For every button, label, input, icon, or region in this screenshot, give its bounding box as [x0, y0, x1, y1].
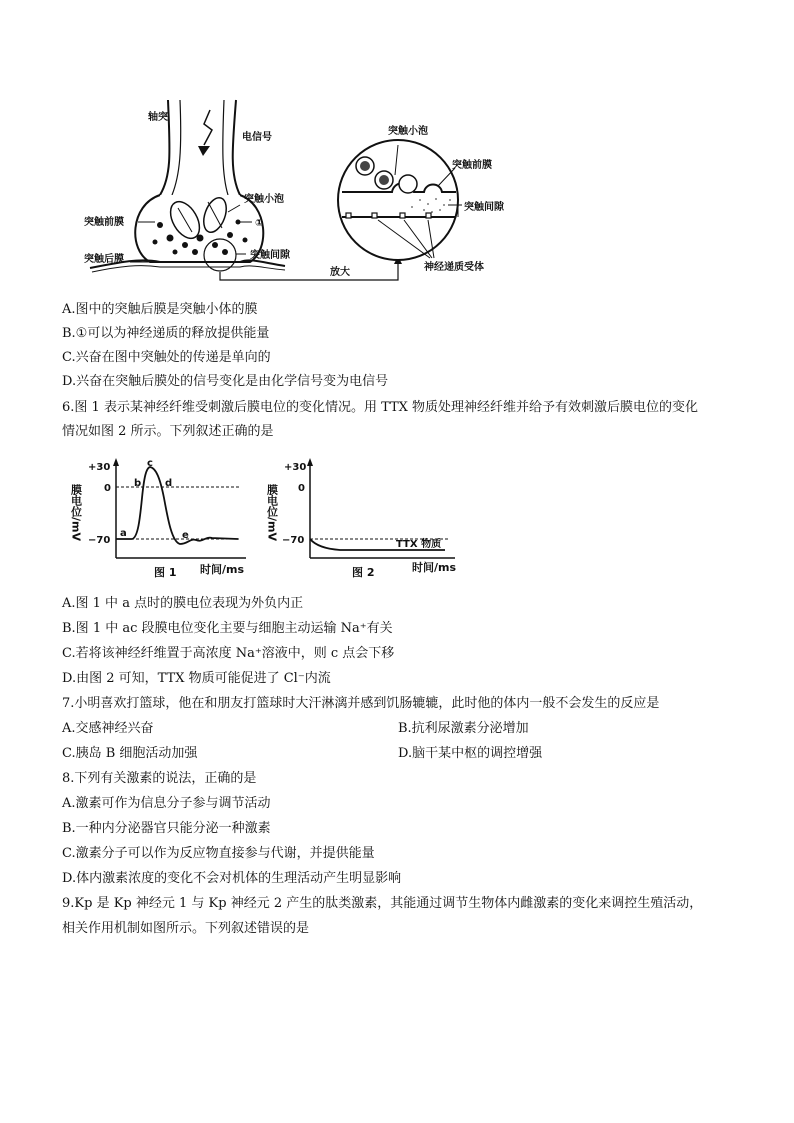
label-magnify: 放大: [330, 267, 350, 278]
fig1-point-b: b: [134, 478, 142, 489]
q5-option-a: A.图中的突触后膜是突触小体的膜: [62, 302, 258, 317]
q6-option-b: B.图 1 中 ac 段膜电位变化主要与细胞主动运输 Na⁺有关: [62, 621, 393, 636]
q8-option-c: C.激素分子可以作为反应物直接参与代谢，并提供能量: [62, 846, 375, 861]
label-marker-1: ①: [255, 218, 264, 229]
q9-stem-line1: 9.Kp 是 Kp 神经元 1 与 Kp 神经元 2 产生的肽类激素，其能通过调节生物体内雌激素的变化来调控生殖活动，: [62, 896, 703, 911]
label-pre-membrane-left: 突触前膜: [84, 217, 124, 228]
fig1-point-e: e: [182, 530, 189, 541]
q6-option-a: A.图 1 中 a 点时的膜电位表现为外负内正: [62, 596, 304, 611]
label-cleft-left: 突触间隙: [250, 250, 290, 261]
electric-signal-arrow-icon: [204, 110, 212, 145]
q6-option-d: D.由图 2 可知，TTX 物质可能促进了 Cl⁻内流: [62, 671, 331, 686]
q7-option-b: B.抗利尿激素分泌增加: [398, 721, 529, 736]
fig1-point-a: a: [120, 528, 127, 539]
q7-stem: 7.小明喜欢打篮球，他在和朋友打篮球时大汗淋漓并感到饥肠辘辘，此时他的体内一般不会发生的反应是: [62, 696, 660, 711]
chart-fig2: [265, 458, 460, 588]
label-electric-signal: 电信号: [242, 132, 272, 143]
q5-option-b: B.①可以为神经递质的释放提供能量: [62, 326, 270, 341]
label-receptor: 神经递质受体: [424, 262, 484, 273]
fig2-xlabel: 时间/ms: [412, 561, 457, 574]
fig1-ylabel: 膜电位/mV: [69, 484, 83, 541]
q5-option-d: D.兴奋在突触后膜处的信号变化是由化学信号变为电信号: [62, 374, 389, 389]
fig2-title: 图 2: [352, 566, 375, 579]
arrow-head-icon: [198, 146, 210, 156]
fig1-ytick-30: +30: [88, 462, 111, 473]
fig2-ytick-30: +30: [284, 462, 307, 473]
q5-option-c: C.兴奋在图中突触处的传递是单向的: [62, 350, 271, 365]
label-pre-membrane-right: 突触前膜: [452, 160, 492, 171]
q8-option-d: D.体内激素浓度的变化不会对机体的生理活动产生明显影响: [62, 871, 402, 886]
fig1-y-arrow-icon: [113, 458, 119, 466]
fig1-ytick-neg70: −70: [88, 535, 111, 546]
fig2-ytick-neg70: −70: [282, 535, 305, 546]
q7-option-a: A.交感神经兴奋: [62, 721, 154, 736]
fig1-title: 图 1: [154, 566, 177, 579]
q6-stem-line2: 情况如图 2 所示。下列叙述正确的是: [62, 424, 274, 439]
magnified-view-circle: [338, 140, 458, 260]
q6-option-c: C.若将该神经纤维置于高浓度 Na⁺溶液中，则 c 点会下移: [62, 646, 395, 661]
q7-option-c: C.胰岛 B 细胞活动加强: [62, 746, 198, 761]
label-axon: 轴突: [148, 112, 168, 123]
chart-fig1: [70, 458, 250, 588]
fig2-y-arrow-icon: [307, 458, 313, 466]
q8-stem: 8.下列有关激素的说法，正确的是: [62, 771, 257, 786]
synapse-figure: [0, 0, 794, 290]
vesicle-magnified: [399, 175, 417, 193]
q8-option-a: A.激素可作为信息分子参与调节活动: [62, 796, 271, 811]
q8-option-b: B.一种内分泌器官只能分泌一种激素: [62, 821, 271, 836]
fig2-ylabel: 膜电位/mV: [265, 484, 279, 541]
q9-stem-line2: 相关作用机制如图所示。下列叙述错误的是: [62, 921, 310, 936]
label-cleft-right: 突触间隙: [464, 202, 504, 213]
label-post-membrane: 突触后膜: [84, 254, 124, 265]
fig2-ytick-0: 0: [298, 483, 305, 494]
fig1-ytick-0: 0: [104, 483, 111, 494]
fig1-point-d: d: [165, 478, 173, 489]
fig1-xlabel: 时间/ms: [200, 563, 245, 576]
q7-option-d: D.脑干某中枢的调控增强: [398, 746, 543, 761]
fig2-series-label: TTX 物质: [396, 539, 442, 550]
fig1-point-c: c: [147, 458, 153, 469]
q6-stem-line1: 6.图 1 表示某神经纤维受刺激后膜电位的变化情况。用 TTX 物质处理神经纤维并给予有效刺激后膜电位的变化: [62, 400, 699, 415]
label-vesicle-right: 突触小泡: [388, 126, 428, 137]
magnify-arrow: [220, 262, 398, 280]
label-vesicle-left: 突触小泡: [244, 194, 284, 205]
